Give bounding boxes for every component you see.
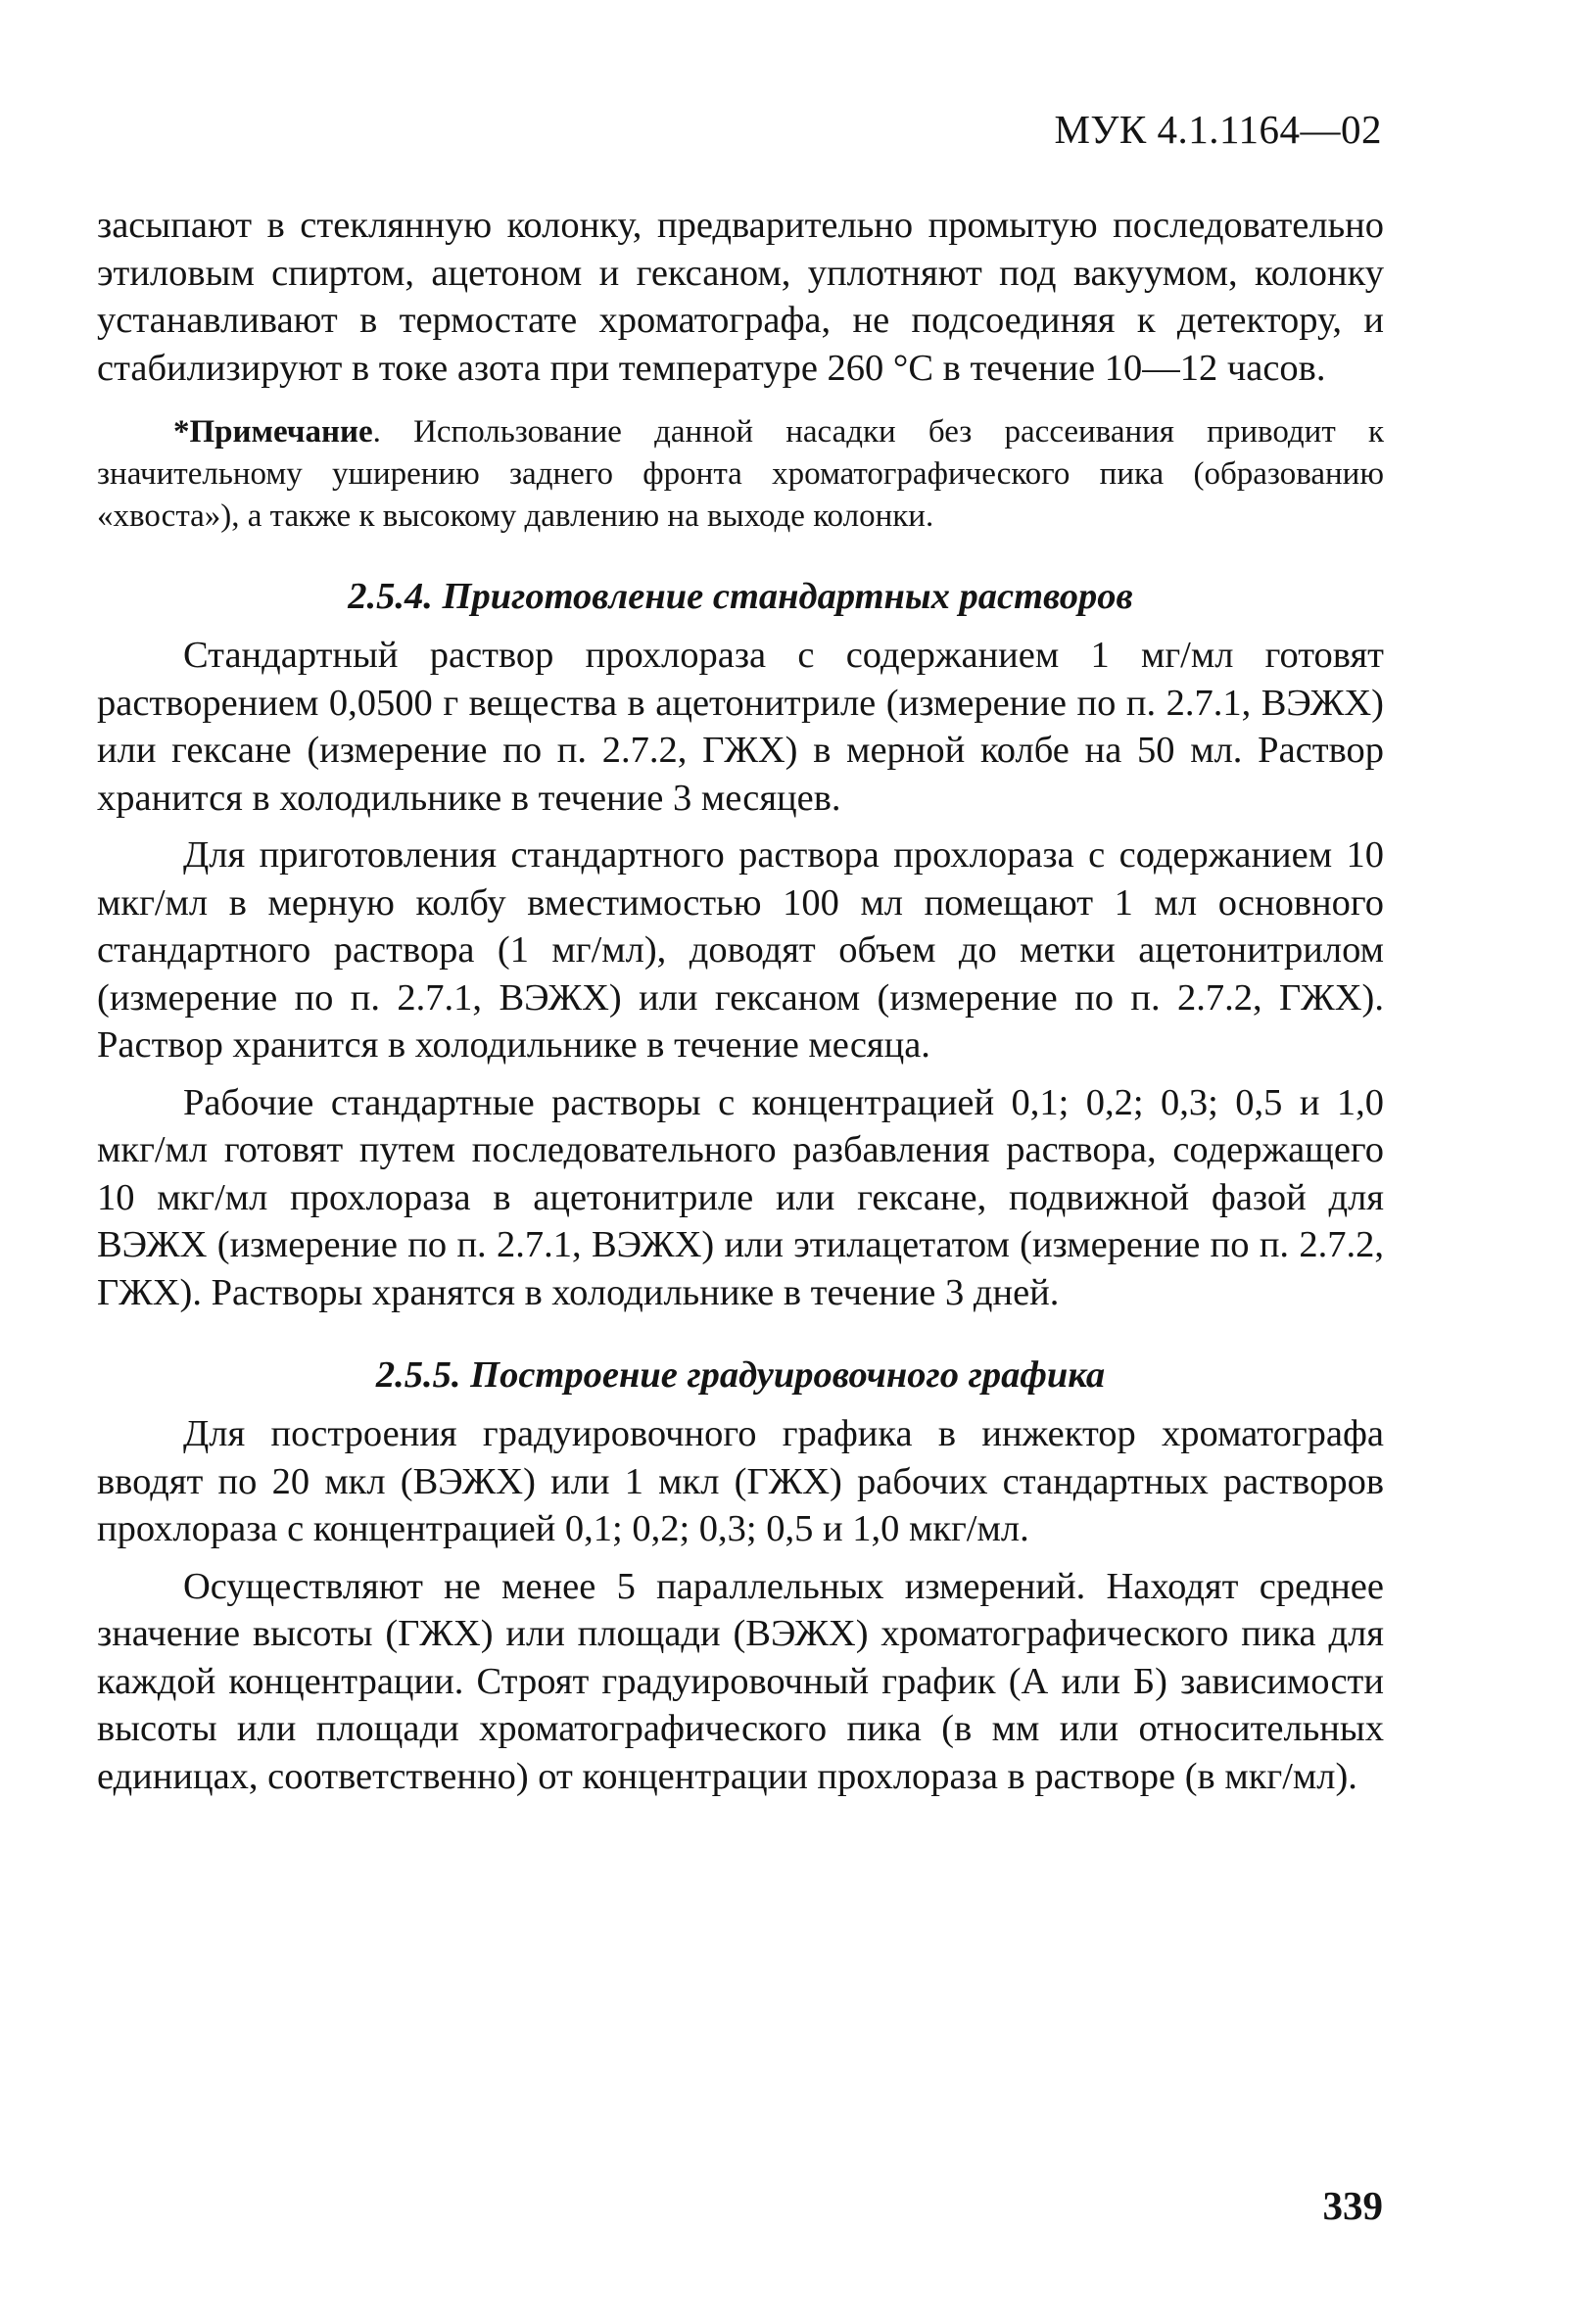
footnote-text: . Использование данной насадки без рассеивания приводит к значительному уширению заднего фронта хроматографического пика (образованию «хвоста»), а также к высокому давлению на выходе колонки. (97, 414, 1384, 534)
paragraph-standard-solution: Стандартный раствор прохлораза с содержанием 1 мг/мл готовят растворением 0,0500 г вещества в ацетонитриле (измерение по п. 2.7.1, ВЭЖХ) или гексане (измерение по п. 2.7.2, ГЖХ) в мерной колбе на 50 мл. Раствор хранится в холодильнике в течение 3 месяцев. (97, 635, 1384, 819)
page-content (97, 202, 1384, 1800)
running-header: МУК 4.1.1164—02 (1054, 107, 1382, 152)
paragraph-dilution-10: Для приготовления стандартного раствора прохлораза с содержанием 10 мкг/мл в мерную колбу вместимостью 100 мл помещают 1 мл основного стандартного раствора (1 мг/мл), доводят объем до метки ацетонитрилом (измерение по п. 2.7.1, ВЭЖХ) или гексаном (измерение по п. 2.7.2, ГЖХ). Раствор хранится в холодильнике в течение месяца. (97, 834, 1384, 1066)
paragraph-calibration-injection: Для построения градуировочного графика в инжектор хроматографа вводят по 20 мкл (ВЭЖХ) или 1 мкл (ГЖХ) рабочих стандартных растворов прохлораза с концентрацией 0,1; 0,2; 0,3; 0,5 и 1,0 мкг/мл. (97, 1413, 1384, 1549)
paragraph-working-solutions: Рабочие стандартные растворы с концентрацией 0,1; 0,2; 0,3; 0,5 и 1,0 мкг/мл готовят путем последовательного разбавления раствора, содержащего 10 мкг/мл прохлораза в ацетонитриле или гексане, подвижной фазой для ВЭЖХ (измерение по п. 2.7.1, ВЭЖХ) или этилацетатом (измерение по п. 2.7.2, ГЖХ). Растворы хранятся в холодильнике в течение 3 дней. (97, 1081, 1384, 1313)
intro-paragraph: засыпают в стеклянную колонку, предварительно промытую последовательно этиловым спиртом, ацетоном и гексаном, уплотняют под вакуумом, колонку устанавливают в термостате хроматографа, не подсоединяя к детектору, и стабилизируют в токе азота при температуре 260 °С в течение 10—12 часов. (97, 205, 1384, 389)
footnote-label: *Примечание (173, 414, 373, 450)
page-number: 339 (1322, 2183, 1383, 2228)
section-heading-2-5-4: 2.5.4. Приготовление стандартных растворов (348, 576, 1133, 617)
footnote (97, 411, 1384, 538)
paragraph-calibration-measurements: Осуществляют не менее 5 параллельных измерений. Находят среднее значение высоты (ГЖХ) или площади (ВЭЖХ) хроматографического пика для каждой концентрации. Строят градуировочный график (А или Б) зависимости высоты или площади хроматографического пика (в мм или относительных единицах, соответственно) от концентрации прохлораза в растворе (в мкг/мл). (97, 1565, 1384, 1797)
section-heading-2-5-5: 2.5.5. Построение градуировочного графика (375, 1354, 1106, 1396)
